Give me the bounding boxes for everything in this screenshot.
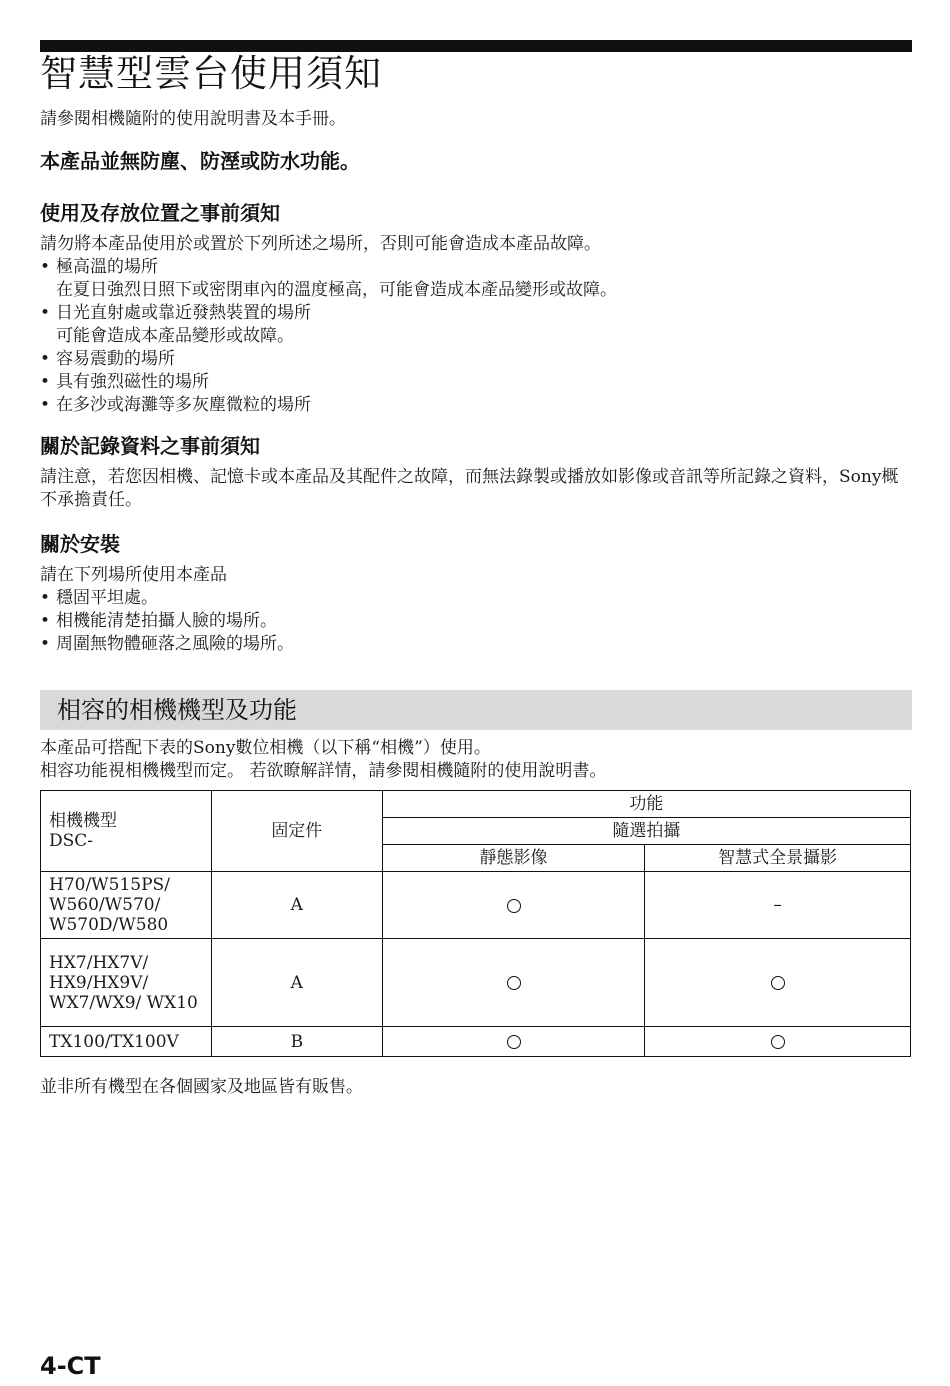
- list-item-label: 穩固平坦處。: [56, 588, 158, 608]
- model-cell: H70/W515PS/ W560/W570/ W570D/W580: [41, 872, 212, 939]
- list-item-label: 具有強烈磁性的場所: [56, 372, 209, 392]
- circle-icon: [507, 899, 521, 913]
- compat-line-1: 本產品可搭配下表的Sony數位相機（以下稱“相機”）使用。: [40, 738, 491, 758]
- header-model-label: 相機機型: [49, 811, 117, 831]
- circle-icon: [771, 1035, 785, 1049]
- panorama-cell: [645, 1027, 911, 1057]
- table-row: [41, 939, 911, 1027]
- circle-icon: [507, 976, 521, 990]
- still-cell: [382, 939, 645, 1027]
- list-item: [40, 610, 912, 633]
- list-item: [40, 633, 912, 656]
- fixture-cell: A: [211, 872, 382, 939]
- availability-note: 並非所有機型在各個國家及地區皆有販售。: [40, 1077, 363, 1097]
- table-row: [41, 1027, 911, 1057]
- compatibility-table: [40, 790, 911, 1057]
- list-item-label: 周圍無物體砸落之風險的場所。: [56, 634, 294, 654]
- list-item-label: 在多沙或海灘等多灰塵微粒的場所: [56, 395, 311, 415]
- compat-section-band: [40, 690, 912, 730]
- list-item: [40, 348, 912, 371]
- list-item-label: 日光直射處或靠近發熱裝置的場所: [56, 303, 311, 323]
- compat-intro: [40, 737, 912, 783]
- fixture-cell: B: [211, 1027, 382, 1057]
- list-item-label: 容易震動的場所: [56, 349, 175, 369]
- list-item-label: 極高溫的場所: [56, 257, 158, 277]
- install-text: 請在下列場所使用本產品: [40, 565, 227, 585]
- table-row: [41, 872, 911, 939]
- notice-heading: 本產品並無防塵、防溼或防水功能。: [40, 149, 360, 173]
- install-section: [40, 564, 912, 656]
- list-item-detail: 在夏日強烈日照下或密閉車內的溫度極高，可能會造成本產品變形或故障。: [56, 280, 617, 300]
- still-cell: [382, 872, 645, 939]
- list-item: [40, 256, 912, 302]
- storage-text: 請勿將本產品使用於或置於下列所述之場所，否則可能會造成本產品故障。: [40, 234, 601, 254]
- circle-icon: [507, 1035, 521, 1049]
- header-panorama: 智慧式全景攝影: [645, 845, 911, 872]
- compat-heading: 相容的相機機型及功能: [57, 696, 297, 724]
- circle-icon: [771, 976, 785, 990]
- install-list: [40, 587, 912, 656]
- dash-icon: –: [773, 895, 782, 916]
- model-cell: HX7/HX7V/ HX9/HX9V/ WX7/WX9/ WX10: [41, 939, 212, 1027]
- panorama-cell: [645, 939, 911, 1027]
- list-item: [40, 587, 912, 610]
- list-item-detail: 可能會造成本產品變形或故障。: [56, 326, 294, 346]
- storage-section: [40, 233, 912, 417]
- model-cell: TX100/TX100V: [41, 1027, 212, 1057]
- header-followshot: 隨選拍攝: [382, 818, 910, 845]
- list-item: [40, 302, 912, 348]
- intro-text: 請參閱相機隨附的使用說明書及本手冊。: [40, 109, 346, 129]
- list-item-label: 相機能清楚拍攝人臉的場所。: [56, 611, 277, 631]
- panorama-cell: [645, 872, 911, 939]
- header-model: [41, 791, 212, 872]
- install-heading: 關於安裝: [40, 532, 120, 556]
- fixture-cell: A: [211, 939, 382, 1027]
- header-function: 功能: [382, 791, 910, 818]
- page-number: 4-CT: [40, 1352, 101, 1380]
- list-item: [40, 371, 912, 394]
- compat-line-2: 相容功能視相機機型而定。 若欲瞭解詳情，請參閱相機隨附的使用說明書。: [40, 761, 607, 781]
- storage-heading: 使用及存放位置之事前須知: [40, 201, 280, 225]
- page-title: 智慧型雲台使用須知: [40, 52, 382, 95]
- records-text: 請注意，若您因相機、記憶卡或本產品及其配件之故障，而無法錄製或播放如影像或音訊等所記錄之資料，Sony概不承擔責任。: [40, 467, 899, 510]
- storage-list: [40, 256, 912, 417]
- records-heading: 關於記錄資料之事前須知: [40, 434, 260, 458]
- table-header-row: [41, 791, 911, 818]
- list-item: [40, 394, 912, 417]
- header-model-prefix: DSC-: [49, 831, 94, 851]
- still-cell: [382, 1027, 645, 1057]
- header-fixture: 固定件: [211, 791, 382, 872]
- header-still: 靜態影像: [382, 845, 645, 872]
